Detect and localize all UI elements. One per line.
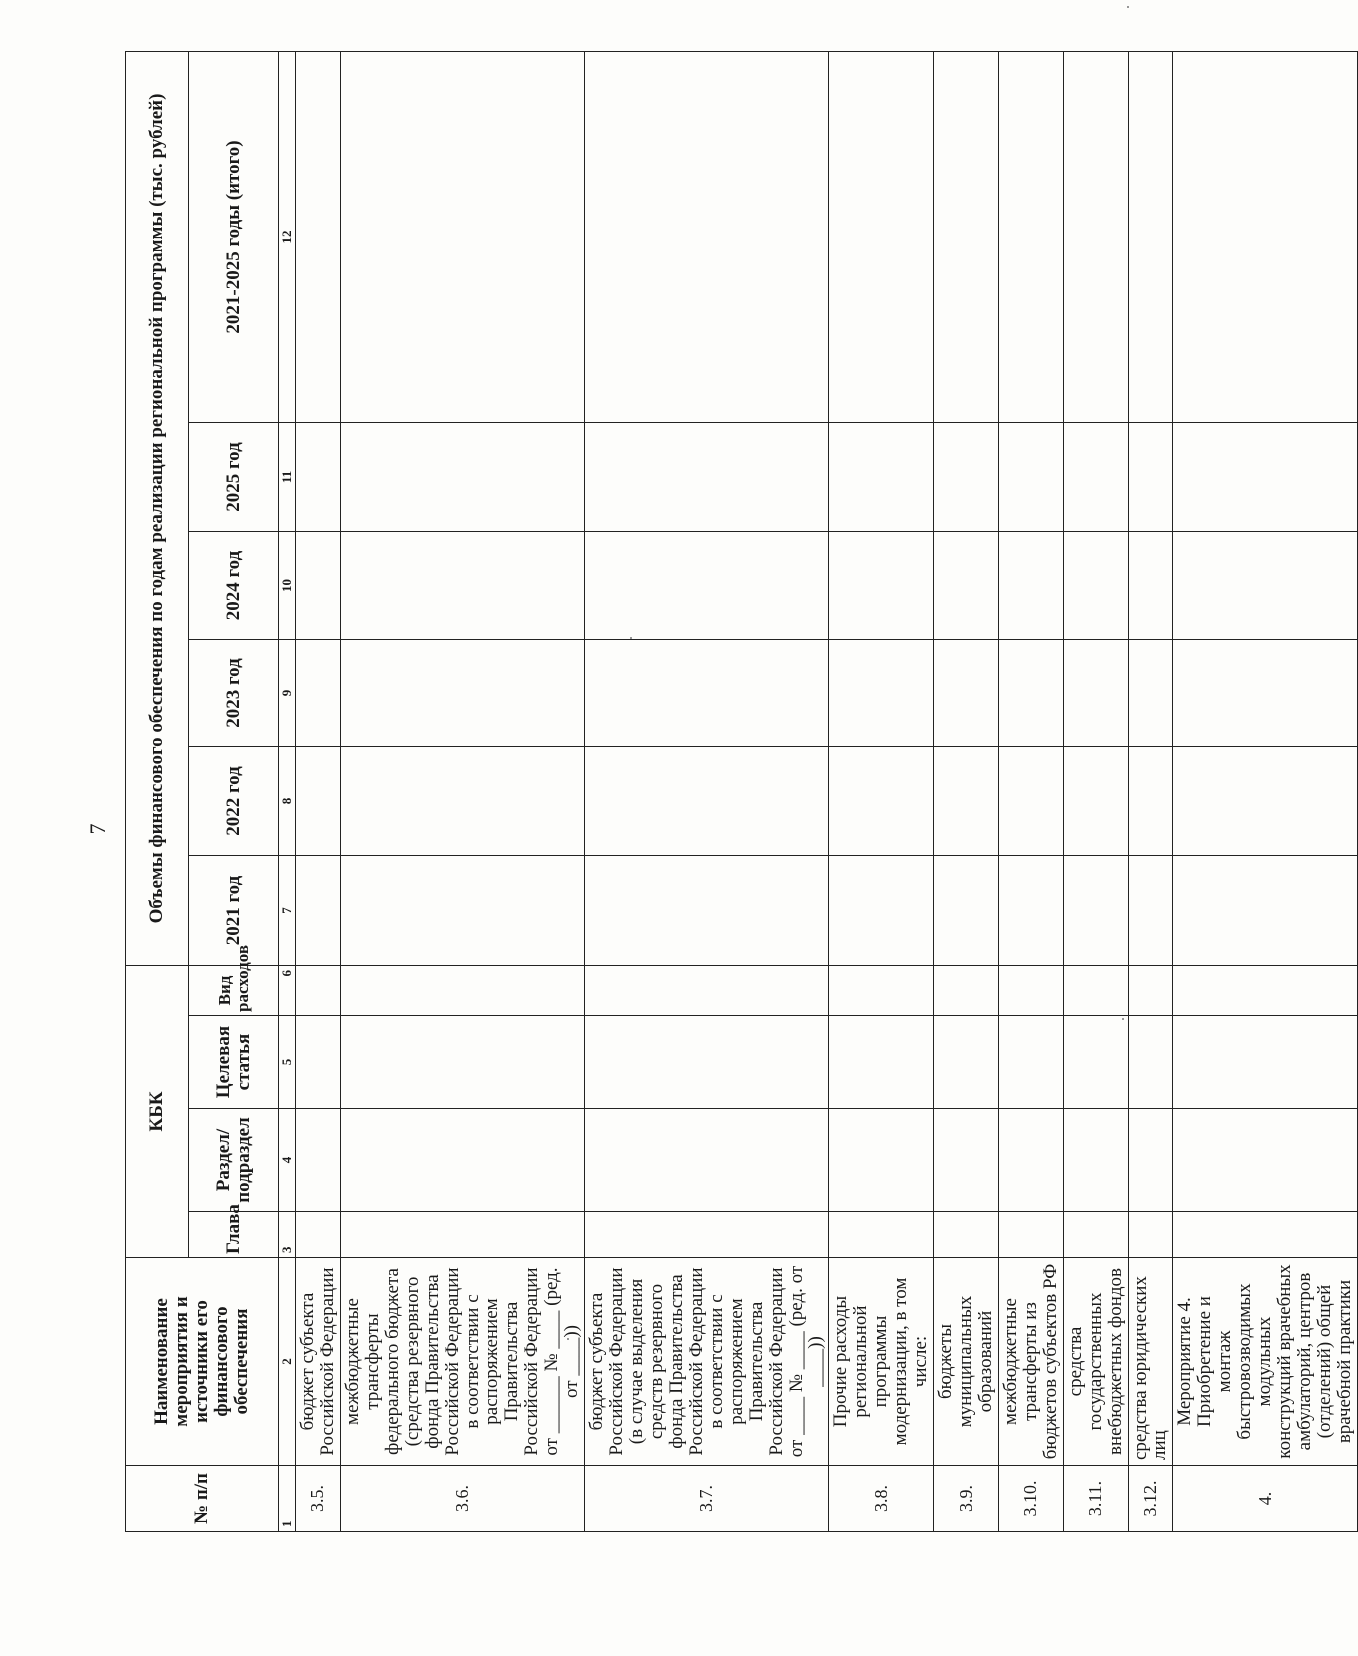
row-number: 3.6. [340, 1466, 584, 1532]
header-year-2025: 2025 год [189, 423, 279, 532]
table-row [829, 51, 934, 1531]
row-number: 3.8. [829, 1466, 934, 1532]
column-index: 7 [279, 856, 296, 966]
column-index: 10 [279, 532, 296, 640]
header-year-2022: 2022 год [189, 747, 279, 856]
row-name: средства юридических лиц [1128, 1258, 1173, 1466]
table-row [998, 51, 1063, 1531]
header-year-2023: 2023 год [189, 640, 279, 747]
row-name: бюджет субъекта Российской Федерации [296, 1258, 341, 1466]
row-name: межбюджетные трансферты федерального бюджета (средства резервного фонда Правительства Российской Федерации в соответствии с распоряжением Правительства Российской Федерации от ______ № ____ (ред. от ____)) [340, 1258, 584, 1466]
table-row [340, 51, 584, 1531]
column-index: 4 [279, 1109, 296, 1212]
row-name: межбюджетные трансферты из бюджетов субъектов РФ [998, 1258, 1063, 1466]
row-number: 3.10. [998, 1466, 1063, 1532]
table-row [934, 51, 999, 1531]
row-name: Прочие расходы региональной программы модернизации, в том числе: [829, 1258, 934, 1466]
header-year-2024: 2024 год [189, 532, 279, 640]
row-number: 3.5. [296, 1466, 341, 1532]
header-funding: Объемы финансового обеспечения по годам реализации региональной программы (тыс. рублей) [126, 51, 189, 965]
table-row [585, 51, 829, 1531]
header-kbk: КБК [126, 966, 189, 1258]
row-number: 3.12. [1128, 1466, 1173, 1532]
column-index: 11 [279, 423, 296, 532]
column-index: 3 [279, 1212, 296, 1258]
row-number: 4. [1173, 1466, 1357, 1532]
table-row [1063, 51, 1128, 1531]
header-kbk-tselevaya: Целевая статья [189, 1016, 279, 1109]
column-index: 9 [279, 640, 296, 747]
table-row [1173, 51, 1357, 1531]
header-kbk-glava: Глава [189, 1212, 279, 1258]
row-name: бюджеты муниципальных образований [934, 1258, 999, 1466]
row-name: Мероприятие 4. Приобретение и монтаж быстровозводимых модульных конструкций врачебных амбулаторий, центров (отделений) общей врачебной практики [1173, 1258, 1357, 1466]
row-number: 3.11. [1063, 1466, 1128, 1532]
table-row [1128, 51, 1173, 1531]
column-index-row [279, 51, 296, 1531]
funding-table [125, 51, 1358, 1532]
header-year-total: 2021-2025 годы (итого) [189, 51, 279, 422]
header-kbk-razdel: Раздел/ подраздел [189, 1109, 279, 1212]
header-name: Наименование мероприятия и источники его финансового обеспечения [126, 1258, 279, 1466]
column-index: 5 [279, 1016, 296, 1109]
column-index: 2 [279, 1258, 296, 1466]
header-num: № п/п [126, 1466, 279, 1532]
row-number: 3.9. [934, 1466, 999, 1532]
page-number: 7 [85, 823, 110, 835]
header-kbk-vid: Вид расходов [189, 966, 279, 1016]
row-name: средства государственных внебюджетных фондов [1063, 1258, 1128, 1466]
row-number: 3.7. [585, 1466, 829, 1532]
rotated-table-page [125, 52, 1355, 1532]
scan-speck [1127, 6, 1129, 8]
column-index: 8 [279, 747, 296, 856]
column-index: 1 [279, 1466, 296, 1532]
header-year-2021: 2021 год [189, 856, 279, 966]
table-row [296, 51, 341, 1531]
column-index: 6 [279, 966, 296, 1016]
row-name: бюджет субъекта Российской Федерации (в случае выделения средств резервного фонда Правительства Российской Федерации в соответствии с распоряжением Правительства Российской Федерации от ____ № ____ (ред. от ____)) [585, 1258, 829, 1466]
column-index: 12 [279, 51, 296, 422]
